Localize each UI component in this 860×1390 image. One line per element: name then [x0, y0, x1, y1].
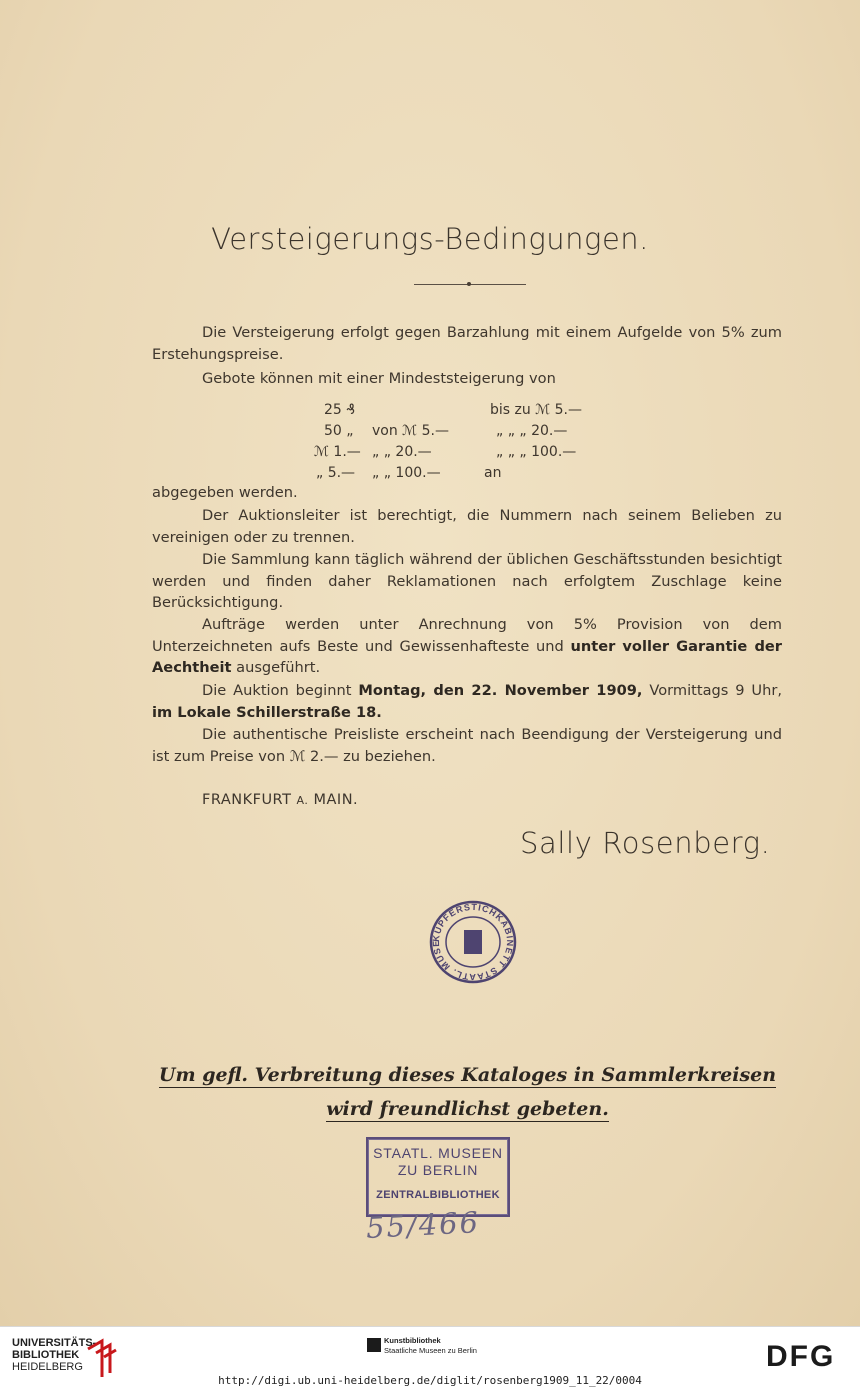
ornamental-rule-dot	[467, 282, 471, 286]
table-cell: „ „ „ 20.—	[496, 423, 568, 439]
kb-line-1: Kunstbibliothek	[384, 1336, 441, 1345]
shelfmark: 55/466	[365, 1205, 481, 1245]
auction-location: im Lokale Schillerstraße 18.	[152, 703, 382, 721]
table-cell: „ 5.—	[316, 465, 356, 481]
library-stamp-line-3: ZENTRALBIBLIOTHEK	[376, 1189, 500, 1201]
guarantee-text: unter voller Garantie der Aechtheit	[152, 637, 782, 676]
paragraph-bids: Gebote können mit einer Mindeststeigerung von	[202, 370, 556, 387]
library-stamp	[366, 1137, 510, 1217]
commissions-end: ausgeführt.	[231, 659, 321, 676]
paragraph-auctioneer: Der Auktionsleiter ist berechtigt, die Nummern nach seinem Belieben zu vereinigen oder zu trennen.	[152, 507, 782, 546]
notice-line-2-text: wird freundlichst gebeten.	[326, 1098, 609, 1120]
table-cell: ℳ 1.—	[314, 444, 361, 460]
table-row	[312, 400, 632, 421]
round-stamp-text: KUPFERSTICHKABINETT STAATL. MUSE	[430, 901, 516, 983]
place-river: MAIN.	[313, 792, 359, 808]
bid-increment-table	[312, 400, 632, 484]
place-a: A.	[296, 794, 309, 807]
table-cell: von ℳ 5.—	[372, 423, 449, 439]
permalink-url[interactable]: http://digi.ub.uni-heidelberg.de/diglit/rosenberg1909_11_22/0004	[218, 1374, 642, 1387]
document-title: Versteigerungs-Bedingungen.	[211, 222, 649, 256]
table-cell: 25 ₰	[324, 402, 356, 418]
paragraph-viewing: Die Sammlung kann täglich während der üblichen Geschäftsstunden besichtigt werden und finden daher Reklamationen nach erfolgtem Zuschlage keine Berücksichtigung.	[152, 551, 782, 611]
signature: Sally Rosenberg.	[520, 826, 771, 860]
paragraph-payment: Die Versteigerung erfolgt gegen Barzahlung mit einem Aufgelde von 5% zum Erstehungspreise.	[152, 324, 782, 363]
library-stamp-line-1: STAATL. MUSEEN	[373, 1145, 503, 1161]
kunstbibliothek-text[interactable]	[384, 1336, 477, 1356]
table-row	[312, 463, 632, 484]
auction-date: Montag, den 22. November 1909,	[358, 682, 643, 699]
dfg-logo[interactable]: DFG	[766, 1340, 836, 1373]
notice-line-1	[0, 1064, 860, 1086]
table-row	[312, 442, 632, 463]
auction-time: Vormittags 9 Uhr,	[642, 682, 782, 699]
table-cell: bis zu ℳ 5.—	[490, 402, 582, 418]
kunstbibliothek-icon[interactable]	[367, 1338, 381, 1352]
uni-line-2: BIBLIOTHEK	[12, 1349, 80, 1361]
paragraph-submitted: abgegeben werden.	[152, 484, 298, 501]
commissions-text: Aufträge werden unter Anrechnung von 5% Provision von dem Unterzeichneten aufs Beste und Gewissenhafteste und	[152, 616, 782, 655]
table-cell: „ „ 100.—	[372, 465, 441, 481]
library-stamp-line-2: ZU BERLIN	[397, 1162, 479, 1178]
paragraph-price-list: Die authentische Preisliste erscheint nach Beendigung der Versteigerung und ist zum Preise von ℳ 2.— zu beziehen.	[152, 726, 782, 765]
table-row	[312, 421, 632, 442]
notice-line-2	[0, 1098, 860, 1120]
kb-line-2: Staatliche Museen zu Berlin	[384, 1346, 477, 1355]
round-stamp	[426, 900, 520, 992]
notice-line-1-text: Um gefl. Verbreitung dieses Kataloges in Sammlerkreisen	[158, 1064, 777, 1086]
table-cell: „ „ 20.—	[372, 444, 432, 460]
table-cell: „ „ „ 100.—	[496, 444, 577, 460]
paragraph-auction-date	[152, 680, 782, 723]
uni-line-3: HEIDELBERG	[12, 1361, 83, 1373]
footer-bar	[0, 1326, 860, 1390]
place-line	[202, 792, 358, 808]
paragraph-commissions	[152, 614, 782, 679]
table-cell: an	[484, 465, 502, 481]
table-cell: 50 „	[324, 423, 354, 439]
place-city: FRANKFURT	[202, 792, 292, 808]
uni-line-1: UNIVERSITÄTS-	[12, 1337, 97, 1349]
auction-intro: Die Auktion beginnt	[202, 682, 359, 699]
round-stamp-graphic	[426, 900, 520, 988]
